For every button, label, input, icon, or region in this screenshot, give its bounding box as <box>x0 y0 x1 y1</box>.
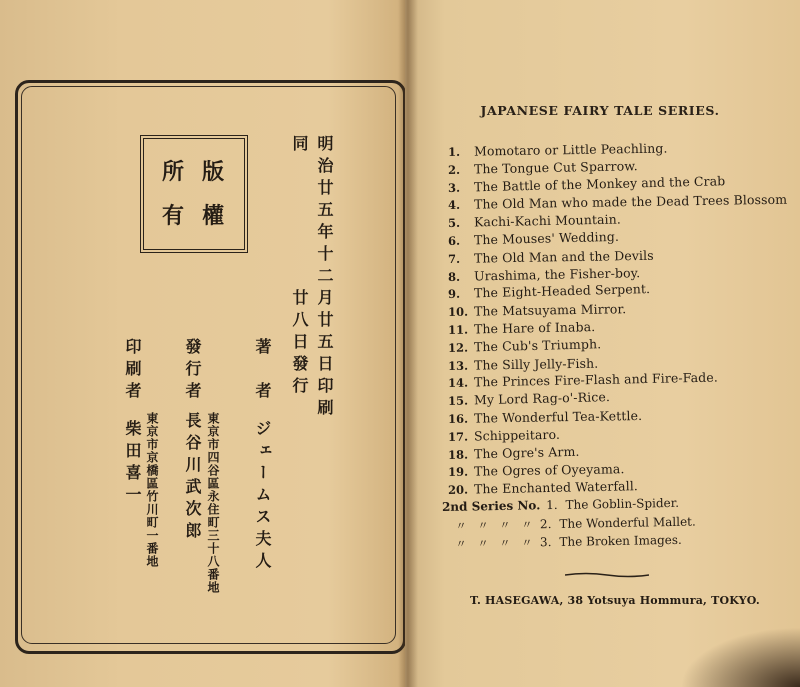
ditto-mark: 〃 <box>455 519 467 533</box>
item-title: The Old Man who made the Dead Trees Blossom <box>473 192 788 212</box>
book-gutter <box>398 0 418 687</box>
item-title: The Tongue Cut Sparrow. <box>473 157 638 177</box>
item-title: The Battle of the Monkey and the Crab <box>473 172 726 194</box>
item-title: The Ogres of Oyeyama. <box>473 461 625 479</box>
ornament-rule <box>565 572 649 578</box>
ditto-mark: 〃 <box>455 537 467 551</box>
item-title: Momotaro or Little Peachling. <box>473 140 668 159</box>
seal-char: 版 <box>202 159 225 185</box>
item-number: 18. <box>447 447 469 462</box>
item-title: The Mouses' Wedding. <box>473 228 620 248</box>
item-number: 17. <box>447 429 469 444</box>
ditto-mark: 〃 <box>499 536 511 550</box>
print-date: 明治廿五年十二月廿五日印刷 <box>315 135 334 421</box>
item-number: 6. <box>447 233 461 248</box>
series-title: JAPANESE FAIRY TALE SERIES. <box>480 103 720 118</box>
list-item <box>448 443 580 461</box>
seal-char: 所 <box>162 159 185 185</box>
list-item <box>448 248 654 266</box>
publisher-label: 發行者 <box>183 338 202 404</box>
item-number: 19. <box>447 465 469 480</box>
printer-name: 柴田喜一 <box>123 420 142 508</box>
item-title: Schippeitaro. <box>473 426 561 444</box>
item-title: The Ogre's Arm. <box>473 443 580 461</box>
item-title: The Old Man and the Devils <box>473 247 654 266</box>
item-title: The Wonderful Tea-Kettle. <box>473 407 643 426</box>
item-title: The Matsuyama Mirror. <box>473 301 627 319</box>
publisher-imprint: T. HASEGAWA, 38 Yotsuya Hommura, TOKYO. <box>470 594 760 607</box>
list-item <box>448 301 626 319</box>
item-number: 2. <box>539 516 552 532</box>
item-number: 7. <box>447 251 461 266</box>
ditto-mark: 〃 <box>521 536 533 550</box>
list-item <box>448 427 560 444</box>
item-number: 15. <box>447 393 469 409</box>
item-number: 3. <box>447 180 461 195</box>
item-number: 16. <box>447 411 469 426</box>
item-title: The Princes Fire-Flash and Fire-Fade. <box>473 369 719 390</box>
publish-date: 同 廿八日發行 <box>290 135 309 399</box>
item-number: 12. <box>447 340 469 355</box>
ditto-mark: 〃 <box>521 518 533 532</box>
item-title: The Eight-Headed Serpent. <box>473 281 651 301</box>
printer-address: 東京市京橋區竹川町一番地 <box>145 412 159 568</box>
ditto-mark: 〃 <box>477 536 489 550</box>
item-title: The Silly Jelly-Fish. <box>473 355 599 373</box>
item-number: 3. <box>539 534 552 549</box>
item-number: 20. <box>447 482 469 498</box>
item-title: Urashima, the Fisher-boy. <box>473 264 641 284</box>
item-title: The Goblin-Spider. <box>565 495 680 512</box>
item-title: The Hare of Inaba. <box>473 319 596 337</box>
list-item <box>448 319 596 337</box>
seal-char: 有 <box>162 203 185 229</box>
item-number: 2. <box>447 162 461 177</box>
item-title: Kachi-Kachi Mountain. <box>473 211 622 230</box>
author-name: ジェームス夫人 <box>253 420 272 574</box>
list-item <box>448 408 642 426</box>
item-title: The Cub's Triumph. <box>473 336 602 355</box>
item-number: 9. <box>447 287 461 302</box>
item-number: 1. <box>447 144 461 159</box>
publisher-address: 東京市四谷區永住町三十八番地 <box>206 412 220 594</box>
item-number: 4. <box>447 198 461 213</box>
item-number: 10. <box>447 304 469 320</box>
page-corner-shadow <box>680 627 800 687</box>
item-number: 11. <box>447 322 469 337</box>
seal-char: 權 <box>202 203 225 229</box>
item-number: 1. <box>546 497 558 513</box>
ditto-mark: 〃 <box>499 518 511 532</box>
item-number: 13. <box>447 358 469 373</box>
item-title: The Enchanted Waterfall. <box>473 478 639 497</box>
item-number: 14. <box>447 375 469 391</box>
list-item <box>448 355 598 372</box>
author-label: 著 者 <box>253 338 272 404</box>
copyright-seal <box>140 135 248 253</box>
item-title: My Lord Rag-o'-Rice. <box>473 389 611 408</box>
item-title: The Broken Images. <box>559 532 682 549</box>
item-number: 8. <box>447 269 461 284</box>
printer-label: 印刷者 <box>123 338 142 404</box>
publisher-name: 長谷川武次郎 <box>183 412 202 544</box>
series2-label: 2nd Series No. <box>441 498 541 514</box>
item-number: 5. <box>447 215 461 231</box>
item-title: The Wonderful Mallet. <box>559 514 696 531</box>
ditto-mark: 〃 <box>477 518 489 533</box>
